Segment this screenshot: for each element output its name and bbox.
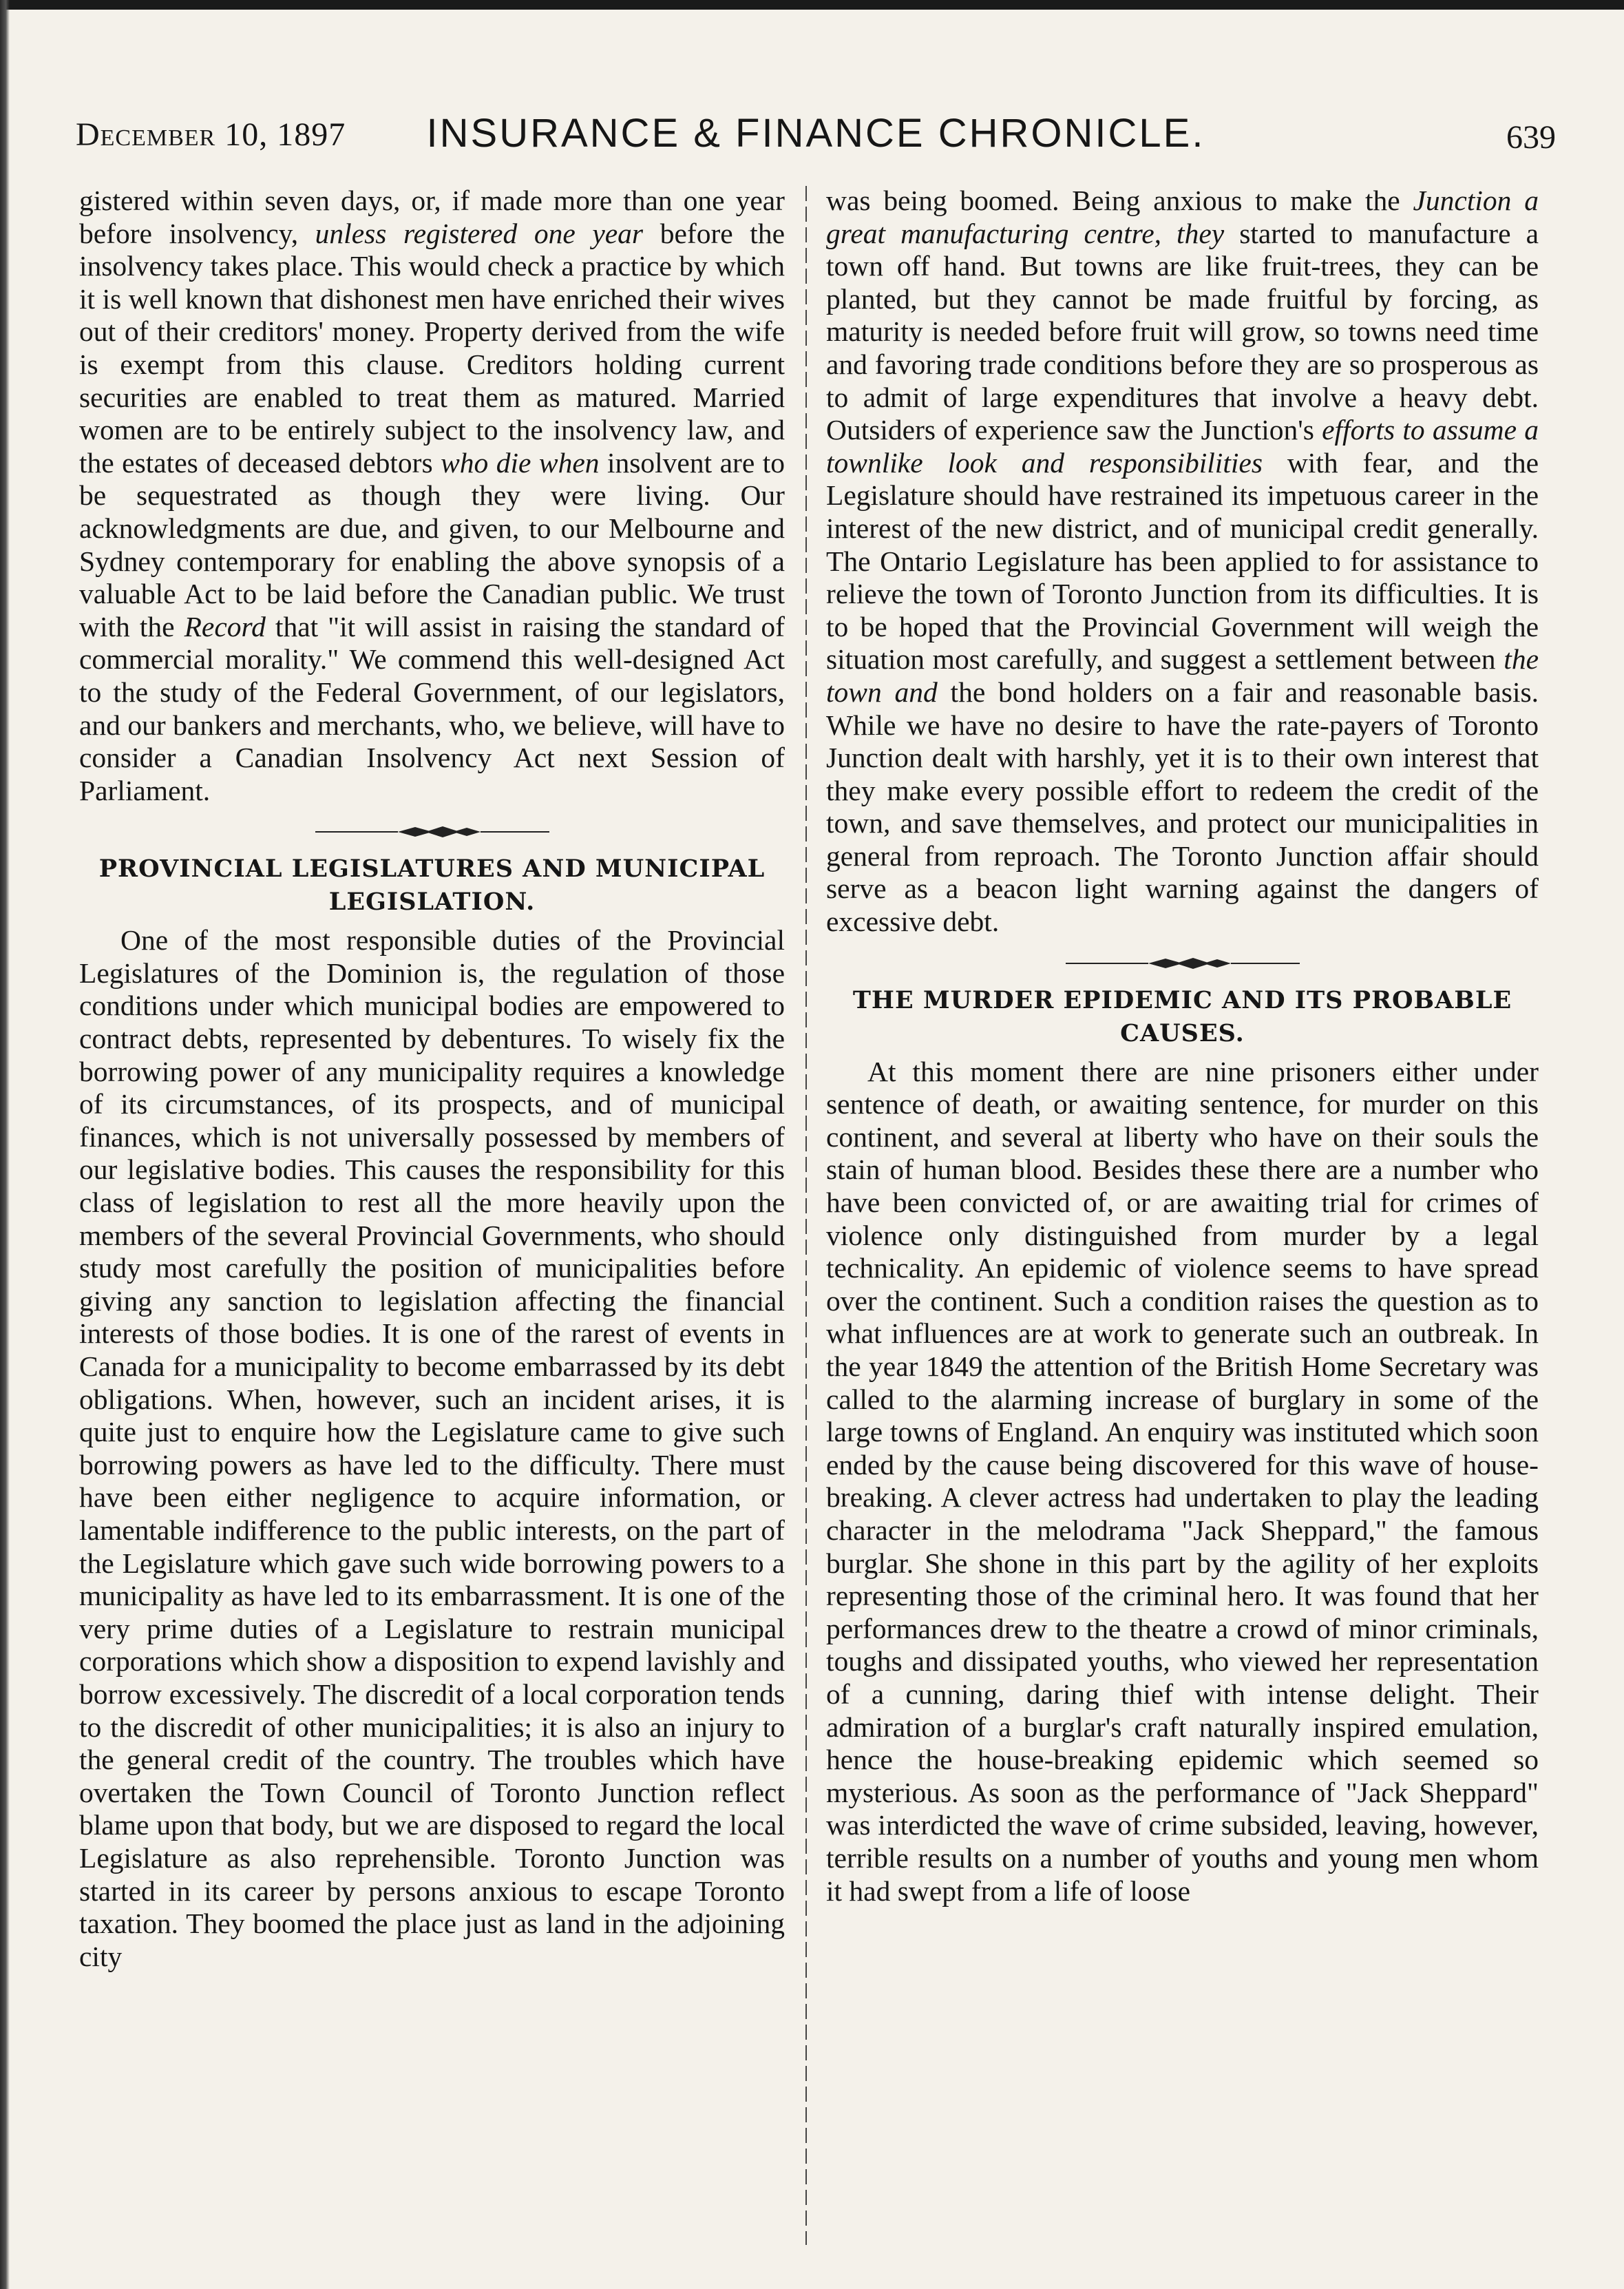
- column-divider: [805, 186, 807, 2245]
- publication-title: INSURANCE & FINANCE CHRONICLE.: [426, 111, 1205, 156]
- section-divider-ornament: [1066, 957, 1300, 970]
- page-number: 639: [1506, 119, 1556, 156]
- article-body: At this moment there are nine prisoners either under sentence of death, or awaiting sentence, for murder on this continent, and several at liberty who have on their souls the stain of human blood. Besides these there are a number who have been convicted of, or are awaiting trial for crimes of violence only distinguished from murder by a legal technicality. An epidemic of violence seems to have spread over the continent. Such a condition raises the question as to what influences are at work to generate such an outbreak. In the year 1849 the attention of the British Home Secretary was called to the alarming increase of burglary in some of the large towns of England. An enquiry was instituted which soon ended by the cause being discovered for this wave of house-breaking. A clever actress had undertaken to play the leading character in the melodrama "Jack Sheppard," the famous burglar. She shone in this part by the agility of her exploits representing those of the criminal hero. It was found that her performances drew to the theatre a crowd of minor criminals, toughs and dissipated youths, who viewed her representation of a cunning, daring thief with intense delight. Their admiration of a burglar's craft naturally inspired emulation, hence the house-breaking epidemic which seemed so mysterious. As soon as the performance of "Jack Sheppard" was interdicted the wave of crime subsided, leaving, however, terrible results on a number of youths and young men whom it had swept from a life of loose: [826, 1055, 1539, 1907]
- article-heading: THE MURDER EPIDEMIC AND ITS PROBABLE CAUSES.: [852, 985, 1512, 1047]
- top-scan-border: [0, 0, 1624, 10]
- continued-paragraph: gistered within seven days, or, if made more than one year before insolvency, unless registered one year before the insolvency takes place. This would check a practice by which it is well known that dishonest men have enriched their wives out of their creditors' money. Property derived from the wife is exempt from this clause. Creditors holding current securities are enabled to treat them as matured. Married women are to be entirely subject to the insolvency law, and the estates of deceased debtors who die when insolvent are to be sequestrated as though they were living. Our acknowledgments are due, and given, to our Melbourne and Sydney contemporary for enabling the above synopsis of a valuable Act to be laid before the Canadian public. We trust with the Record that "it will assist in raising the standard of commercial morality." We commend this well-designed Act to the study of the Federal Government, of our legislators, and our bankers and merchants, who, we believe, will have to consider a Canadian Insolvency Act next Session of Parliament.: [79, 185, 785, 806]
- left-column: [79, 185, 785, 1973]
- left-scan-border: [0, 0, 10, 2289]
- section-divider-ornament: [315, 825, 549, 839]
- article-body: One of the most responsible duties of the Provincial Legislatures of the Dominion is, the regulation of those conditions under which municipal bodies are empowered to contract debts, represented by debentures. To wisely fix the borrowing power of any municipality requires a knowledge of its circumstances, of its prospects, and of municipal finances, which is not universally possessed by members of our legislative bodies. This causes the responsibility for this class of legislation to rest all the more heavily upon the members of the several Provincial Governments, who should study most carefully the position of municipalities before giving any sanction to legislation affecting the financial interests of those bodies. It is one of the rarest of events in Canada for a municipality to become embarrassed by its debt obligations. When, however, such an incident arises, it is quite just to enquire how the Legislature came to give such borrowing powers as have led to the difficulty. There must have been either negligence to acquire information, or lamentable indifference to the public interests, on the part of the Legislature which gave such wide borrowing powers to a municipality as have led to its embarrassment. It is one of the very prime duties of a Legislature to restrain municipal corporations which show a disposition to expend lavishly and borrow excessively. The discredit of a local corporation tends to the discredit of other municipalities; it is also an injury to the general credit of the country. The troubles which have overtaken the Town Council of Toronto Junction reflect blame upon that body, but we are disposed to regard the local Legislature as also reprehensible. Toronto Junction was started in its career by persons anxious to escape Toronto taxation. They boomed the place just as land in the adjoining city: [79, 924, 785, 1972]
- article-heading: PROVINCIAL LEGISLATURES AND MUNICIPAL LEGISLATION.: [98, 855, 766, 917]
- continued-paragraph: was being boomed. Being anxious to make the Junction a great manufacturing centre, they started to manufacture a town off hand. But towns are like fruit-trees, they can be planted, but they cannot be made fruitful by forcing, as maturity is needed before fruit will grow, so towns need time and favoring trade conditions before they are so prosperous as to admit of large expenditures that involve a heavy debt. Outsiders of experience saw the Junction's efforts to assume a townlike look and responsibilities with fear, and the Legislature should have restrained its impetuous career in the interest of the new district, and of municipal credit generally. The Ontario Legislature has been applied to for assistance to relieve the town of Toronto Junction from its difficulties. It is to be hoped that the Provincial Government will weigh the situation most carefully, and suggest a settlement between the town and the bond holders on a fair and reasonable basis. While we have no desire to have the rate-payers of Toronto Junction dealt with harshly, yet it is to their own interest that they make every possible effort to redeem the credit of the town, and save themselves, and protect our municipalities in general from reproach. The Toronto Junction affair should serve as a beacon light warning against the dangers of excessive debt.: [826, 185, 1539, 938]
- issue-date: December 10, 1897: [76, 116, 346, 153]
- page-header: [76, 110, 1556, 165]
- right-column: [826, 185, 1539, 1908]
